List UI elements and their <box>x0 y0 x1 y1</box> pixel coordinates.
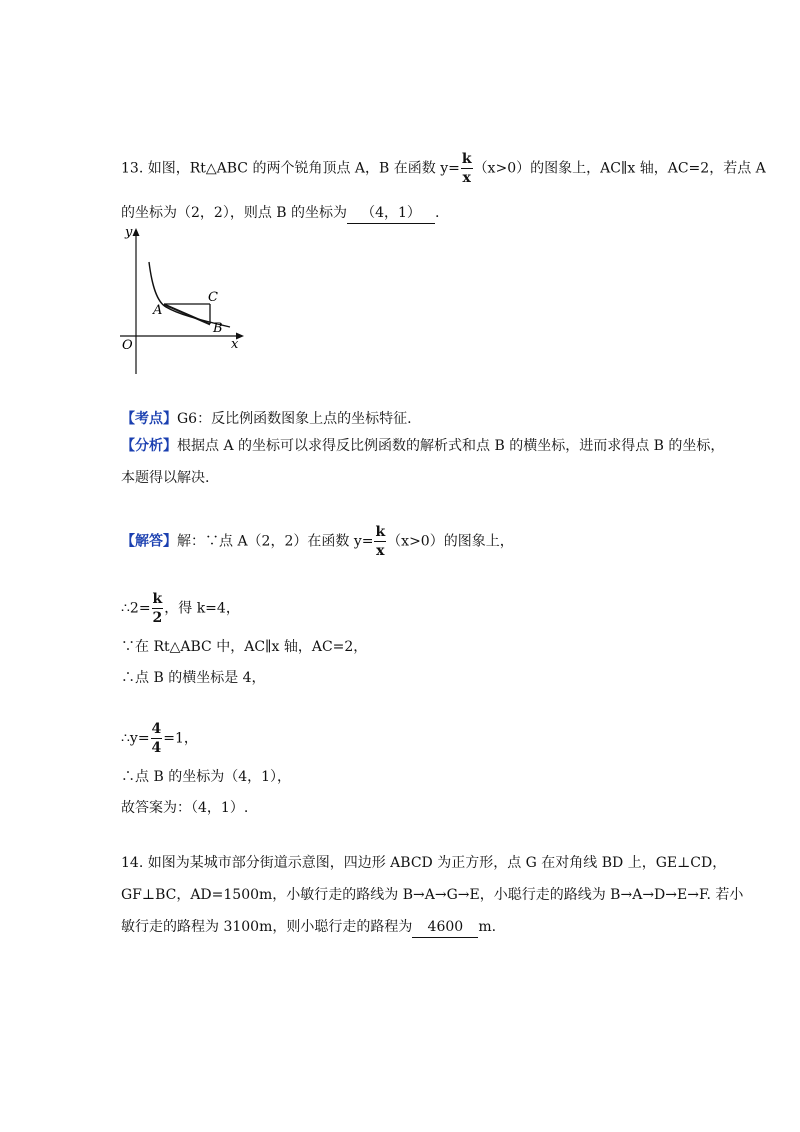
q14-text: 14. 如图为某城市部分街道示意图，四边形 ABCD 为正方形，点 G 在对角线 BD 上，GE⊥CD， <box>121 855 727 871</box>
segment-b-ext <box>164 305 210 325</box>
q14-text: 敏行走的路程为 3100m，则小聪行走的路程为 <box>121 919 413 935</box>
q14-text: GF⊥BC，AD=1500m，小敏行走的路线为 B→A→G→E，小聪行走的路线为 B→A→D→E→F. 若小 <box>121 887 744 903</box>
step3-line <box>121 668 266 688</box>
answer-blank <box>347 203 435 224</box>
jieda-text-cont: （x>0）的图象上， <box>387 533 514 550</box>
step2-line <box>121 637 367 657</box>
label-c: C <box>208 290 218 305</box>
fraction-k-over-x: $\frac{k}{x}$ <box>461 151 472 186</box>
kaodian-text: G6：反比例函数图象上点的坐标特征. <box>177 411 412 427</box>
q14-line2 <box>121 885 743 905</box>
step1-text: ∴2= <box>121 600 151 617</box>
step1-text-cont: ，得 k=4， <box>164 600 240 617</box>
fraction-4-over-4: $\frac{4}{4}$ <box>151 721 162 756</box>
label-x: x <box>231 337 239 352</box>
q13-text: 13. 如图，Rt△ABC 的两个锐角顶点 A，B 在函数 y= <box>121 160 460 177</box>
fenxi-line2 <box>121 468 209 488</box>
label-a: A <box>153 303 163 318</box>
fenxi-tag: 【分析】 <box>121 438 177 454</box>
q14-line3 <box>121 917 496 938</box>
step3-text: ∴点 B 的横坐标是 4， <box>121 670 266 686</box>
kaodian-tag: 【考点】 <box>121 411 177 427</box>
label-b: B <box>213 321 223 336</box>
q13-line2 <box>121 203 439 224</box>
jieda-tag: 【解答】 <box>121 533 177 550</box>
step6-line <box>121 798 248 818</box>
step4-line <box>121 720 198 757</box>
answer-blank <box>412 917 478 938</box>
answer-text: 4600 <box>427 919 464 935</box>
step5-text: ∴点 B 的坐标为（4，1）， <box>121 769 292 785</box>
fraction-k-over-2: $\frac{k}{2}$ <box>152 591 163 626</box>
step5-line <box>121 767 291 787</box>
label-o: O <box>122 338 133 353</box>
unit-text: m. <box>478 919 497 935</box>
q13-line1 <box>121 150 766 187</box>
step4-text: ∴y= <box>121 730 150 747</box>
fenxi-text: 本题得以解决. <box>121 470 210 486</box>
q13-text: 的坐标为（2，2），则点 B 的坐标为 <box>121 205 348 221</box>
answer-text: （4，1） <box>361 205 421 221</box>
graph-figure <box>116 224 248 380</box>
jieda-text: 解：∵点 A（2，2）在函数 y= <box>177 533 374 550</box>
step6-text: 故答案为：（4，1）. <box>121 800 249 816</box>
step2-text: ∵在 Rt△ABC 中，AC∥x 轴，AC=2， <box>121 639 368 655</box>
jieda-line <box>121 523 514 560</box>
label-y: y <box>125 225 133 240</box>
step1-line <box>121 590 240 627</box>
fenxi-text: 根据点 A 的坐标可以求得反比例函数的解析式和点 B 的横坐标，进而求得点 B 的坐标， <box>177 438 725 454</box>
fraction-k-over-x: $\frac{k}{x}$ <box>375 524 386 559</box>
y-axis-arrow <box>133 228 140 236</box>
fenxi-line1 <box>121 436 724 456</box>
period: . <box>435 205 440 221</box>
q14-line1 <box>121 853 726 873</box>
q13-text-cont: （x>0）的图象上，AC∥x 轴，AC=2，若点 A <box>473 160 766 177</box>
step4-text-cont: =1， <box>163 730 198 747</box>
kaodian-line <box>121 409 412 429</box>
segment-ab <box>164 304 210 324</box>
